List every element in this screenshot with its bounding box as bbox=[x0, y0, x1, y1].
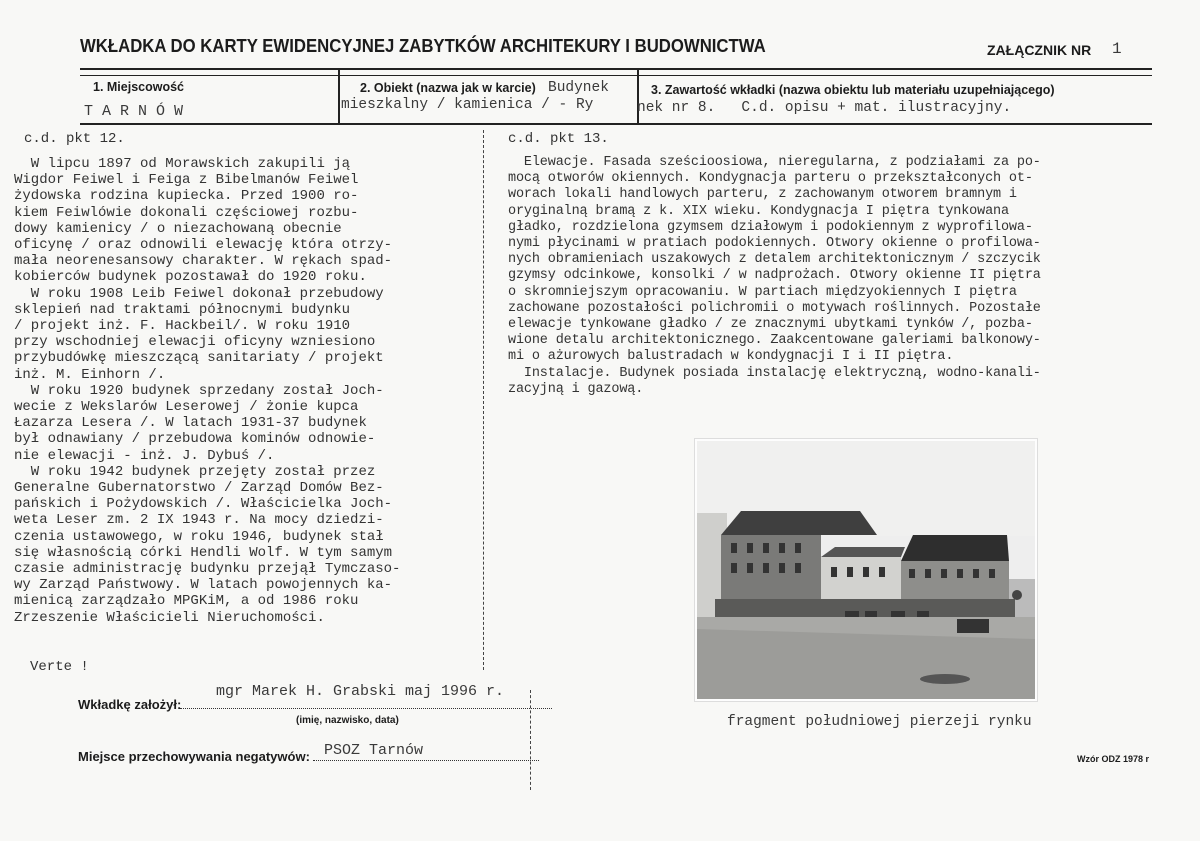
left-line: weta Leser zm. 2 IX 1943 r. Na mocy dziedzi- bbox=[14, 512, 384, 529]
right-body bbox=[508, 155, 1198, 398]
field2-value-b: mieszkalny / kamienica / - Ry bbox=[341, 97, 594, 113]
header-top-rule bbox=[80, 68, 1152, 70]
left-line: Wigdor Feiwel i Feiga z Bibelmanów Feiwel bbox=[14, 172, 359, 189]
header-top-rule-thin bbox=[80, 75, 1152, 76]
document-title: WKŁADKA DO KARTY EWIDENCYJNEJ ZABYTKÓW ARCHITEKURY I BUDOWNICTWA bbox=[80, 36, 766, 56]
field3-value: nek nr 8. C.d. opisu + mat. ilustracyjny. bbox=[637, 100, 1012, 116]
attachment-label: ZAŁĄCZNIK NR bbox=[987, 42, 1092, 58]
right-line: Elewacje. Fasada sześcioosiowa, nieregularna, z podziałami za po- bbox=[508, 155, 1041, 170]
field1-value: T A R N Ó W bbox=[84, 103, 184, 120]
lower-divider bbox=[530, 690, 531, 790]
left-line: W roku 1942 budynek przejęty został przez bbox=[14, 463, 376, 480]
left-line: wecie z Wekslarów Leserowej / żonie kupca bbox=[14, 399, 359, 416]
negatives-value: PSOZ Tarnów bbox=[324, 742, 424, 759]
attachment-number: 1 bbox=[1112, 40, 1122, 58]
right-line: worach lokali handlowych parteru, z zachowanym otworem bramnym i bbox=[508, 187, 1017, 203]
author-label: Wkładkę założył: bbox=[78, 697, 182, 712]
right-line: gładko, rozdzielona gzymsem działowym i podokiennym z wyprofilowa- bbox=[508, 219, 1033, 235]
left-line: / projekt inż. F. Hackbeil/. W roku 1910 bbox=[14, 318, 351, 335]
negatives-dotted-line bbox=[313, 760, 539, 761]
author-dotted-line bbox=[180, 708, 552, 709]
left-line: oficynę / oraz odnowili elewację która otrzy- bbox=[14, 237, 393, 254]
right-line: o skromniejszym opracowaniu. W partiach międzyokiennych I piętra bbox=[508, 284, 1017, 300]
right-line: zacyjną i gazową. bbox=[508, 381, 644, 397]
header-divider-1 bbox=[338, 70, 340, 124]
field2-label: 2. Obiekt (nazwa jak w karcie) bbox=[360, 81, 536, 95]
left-line: mienicą zarządzało MPGKiM, a od 1986 roku bbox=[14, 593, 359, 610]
right-line: nymi płycinami w pratiach podokiennych. Otwory okienne o profilowa- bbox=[508, 236, 1041, 252]
left-line: nie elewacji - inż. J. Dybuś /. bbox=[14, 447, 275, 464]
left-line: pańskich i Pożydowskich /. Właścicielka Joch- bbox=[14, 496, 393, 513]
field2-value-a: Budynek bbox=[548, 80, 609, 96]
left-line: wy Zarząd Państwowy. W latach powojennych ka- bbox=[14, 577, 393, 594]
left-line: Generalne Gubernatorstwo / Zarząd Domów Bez- bbox=[14, 480, 384, 497]
left-line: dowy kamienicy / o niezachowaną obecnie bbox=[14, 220, 342, 237]
field3-label: 3. Zawartość wkładki (nazwa obiektu lub materiału uzupełniającego) bbox=[651, 83, 1055, 97]
left-line: czasie administrację budynku przejął Tymczaso- bbox=[14, 561, 401, 578]
column-divider bbox=[483, 130, 484, 670]
left-line: przy wschodniej elewacji oficyny wzniesiono bbox=[14, 334, 376, 351]
left-line: mała neorenesansowy charakter. W rękach spad- bbox=[14, 253, 393, 270]
photo-caption: fragment południowej pierzeji rynku bbox=[727, 714, 1032, 730]
author-value: mgr Marek H. Grabski maj 1996 r. bbox=[216, 683, 505, 700]
right-line: wione detalu architektonicznego. Zaakcentowane galeriami balkonowy- bbox=[508, 333, 1041, 349]
left-line: czenia ustawowego, w roku 1946, budynek stał bbox=[14, 528, 384, 545]
left-line: żydowska rodzina kupiecka. Przed 1900 ro- bbox=[14, 188, 359, 205]
left-line: sklepień nad traktami północnymi budynku bbox=[14, 301, 351, 318]
left-line: Łazarza Lesera /. W latach 1931-37 budynek bbox=[14, 415, 367, 432]
left-line: się własnością córki Hendli Wolf. W tym samym bbox=[14, 544, 393, 561]
left-heading: c.d. pkt 12. bbox=[24, 131, 125, 147]
right-line: Instalacje. Budynek posiada instalację elektryczną, wodno-kanali- bbox=[508, 365, 1041, 381]
right-line: gzymsy odcinkowe, konsolki / w nadprożach. Otwory okienne II piętra bbox=[508, 268, 1041, 284]
right-line: zachowane pozostałości polichromii o motywach roślinnych. Pozostałe bbox=[508, 300, 1041, 316]
right-line: mi o ażurowych balustradach w kondygnacji I i II piętra. bbox=[508, 349, 954, 365]
field1-label: 1. Miejscowość bbox=[93, 80, 185, 94]
right-line: oryginalną bramą z k. XIX wieku. Kondygnacja I piętra tynkowana bbox=[508, 203, 1009, 219]
photo-illustration bbox=[695, 439, 1037, 701]
verte-note: Verte ! bbox=[30, 659, 89, 675]
author-hint: (imię, nazwisko, data) bbox=[296, 715, 399, 726]
right-line: elewacje tynkowane gładko / ze znacznymi ubytkami tynków /, pozba- bbox=[508, 317, 1033, 333]
left-line: był odnawiany / przebudowa kominów odnowie- bbox=[14, 431, 376, 448]
left-line: W lipcu 1897 od Morawskich zakupili ją bbox=[14, 156, 351, 172]
right-line: mocą otworów okiennych. Kondygnacja parteru o przekształconych ot- bbox=[508, 171, 1033, 187]
left-body bbox=[14, 156, 480, 626]
left-line: przybudówkę mieszczącą sanitariaty / projekt bbox=[14, 350, 384, 367]
market-square-photo bbox=[694, 438, 1038, 702]
header-bottom-rule bbox=[80, 123, 1152, 125]
left-line: kiem Feiwlówie dokonali częściowej rozbu- bbox=[14, 204, 359, 221]
left-line: W roku 1908 Leib Feiwel dokonał przebudowy bbox=[14, 285, 384, 302]
left-line: kobierców budynek pozostawał do 1920 roku. bbox=[14, 269, 367, 286]
left-line: Zrzeszenie Właścicieli Nieruchomości. bbox=[14, 609, 325, 626]
right-line: nych obramieniach uszakowych z detalem architektonicznym / szczycik bbox=[508, 252, 1041, 268]
form-code: Wzór ODZ 1978 r bbox=[1077, 754, 1150, 764]
left-line: inż. M. Einhorn /. bbox=[14, 366, 166, 383]
left-line: W roku 1920 budynek sprzedany został Joch- bbox=[14, 382, 384, 399]
right-heading: c.d. pkt 13. bbox=[508, 131, 609, 147]
negatives-label: Miejsce przechowywania negatywów: bbox=[78, 749, 310, 764]
